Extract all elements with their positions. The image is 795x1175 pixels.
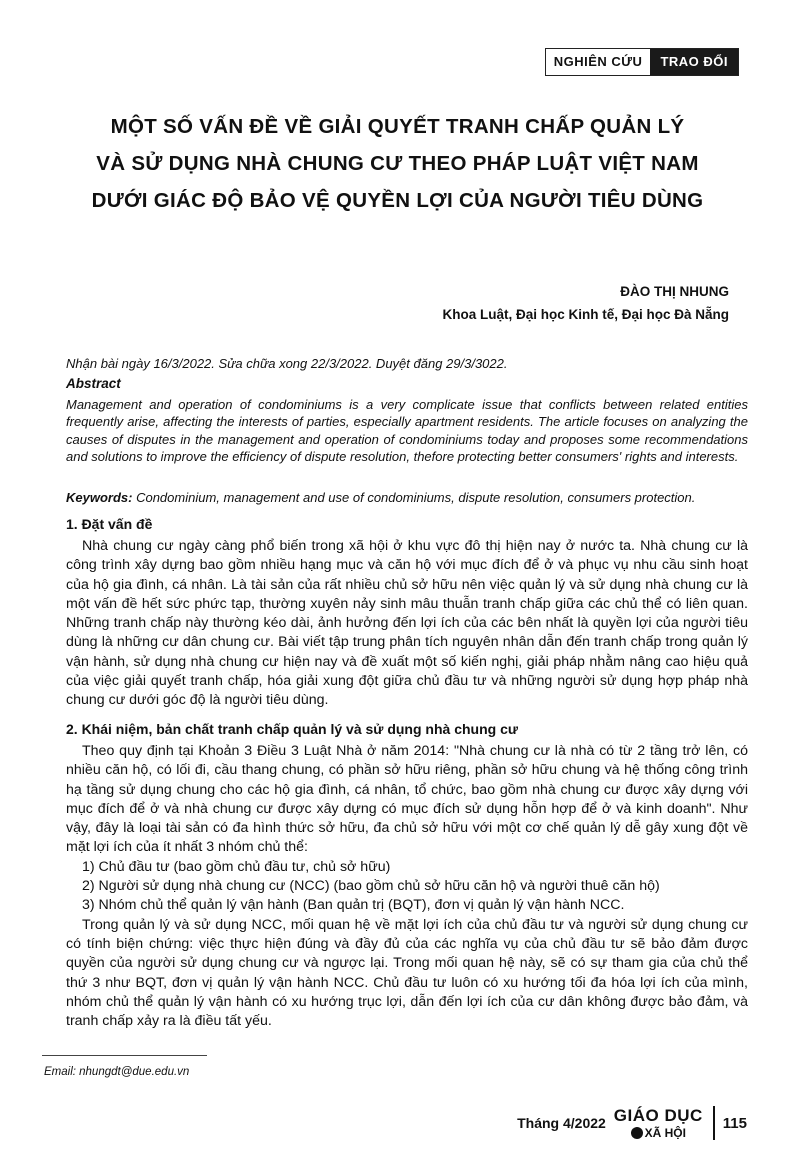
logo-top-text: GIÁO DỤC (613, 1106, 703, 1125)
list-item-1: 1) Chủ đầu tư (bao gồm chủ đầu tư, chủ sở hữu) (82, 858, 391, 875)
list-item-3: 3) Nhóm chủ thể quản lý vận hành (Ban quản trị (BQT), đơn vị quản lý vận hành NCC. (82, 897, 625, 914)
abstract-text: Management and operation of condominiums is a very complicate issue that conflicts between related entities frequently arise, affecting the interests of parties, especially apartment residents. The article focuses on analyzing the causes of disputes in the management and operation of condominiums today and proposes some recommendations and solutions to improve the efficiency of dispute resolution, thefore protecting better consumers' rights and interests. (66, 397, 748, 464)
section-1-paragraph: Nhà chung cư ngày càng phổ biến trong xã hội ở khu vực đô thị hiện nay ở nước ta. Nhà chung cư là công trình xây dựng bao gồm nhiều hạng mục và căn hộ với mục đích để ở và phục vụ nhu cầu sinh hoạt của hộ gia đình, cá nhân. Là tài sản của rất nhiều chủ sở hữu nên việc quản lý và sử dụng nhà chung cư là một vấn đề hết sức phức tạp, thường xuyên nảy sinh mâu thuẫn tranh chấp giữa các chủ thể có liên quan. Những tranh chấp này thường kéo dài, ảnh hưởng đến lợi ích của các bên nhất là quyền lợi của người tiêu dùng là những cư dân chung cư. Bài viết tập trung phân tích nguyên nhân dẫn đến tranh chấp trong quản lý vận hành, sử dụng nhà chung cư hiện nay và đề xuất một số kiến nghị, giải pháp nhằm nâng cao hiệu quả của việc giải quyết tranh chấp, hóa giải xung đột giữa chủ đầu tư và những người sử dụng hợp pháp nhà chung cư dưới góc độ là người tiêu dùng. (66, 538, 748, 709)
section-2-body (66, 742, 748, 1031)
author-email: Email: nhungdt@due.edu.vn (44, 1066, 190, 1078)
section-tag-research: NGHIÊN CỨU (546, 49, 651, 75)
section-tag (545, 48, 739, 76)
logo-bottom-text: XÃ HỘI (644, 1126, 686, 1140)
keywords-label: Keywords: (66, 490, 133, 505)
author-block (442, 284, 729, 322)
received-dates: Nhận bài ngày 16/3/2022. Sửa chữa xong 22/3/2022. Duyệt đăng 29/3/3022. (66, 356, 508, 371)
journal-logo (614, 1106, 703, 1140)
section-tag-exchange: TRAO ĐỔI (650, 49, 738, 75)
footer-divider (713, 1106, 715, 1140)
section-2-heading: 2. Khái niệm, bản chất tranh chấp quản lý và sử dụng nhà chung cư (66, 721, 519, 737)
author-name: ĐÀO THỊ NHUNG (620, 284, 729, 299)
title-line-3: DƯỚI GIÁC ĐỘ BẢO VỆ QUYỀN LỢI CỦA NGƯỜI TIÊU DÙNG (91, 189, 704, 212)
section-1-body (66, 537, 748, 711)
section-2-paragraph-2: Trong quản lý và sử dụng NCC, mối quan hệ về mặt lợi ích của chủ đầu tư và người sử dụng chung cư có tính biện chứng: việc thực hiện đúng và đầy đủ của các nghĩa vụ của chủ đầu tư sẽ bảo đảm được quyền của người sử dụng chung cư và ngược lại. Trong mối quan hệ này, sẽ có sự tham gia của chủ thể thứ 3 như BQT, đơn vị quản lý vận hành NCC. Chủ đầu tư luôn có xu hướng tối đa hóa lợi ích của mình, nhóm chủ thể quản lý vận hành có xu hướng trục lợi, dẫn đến lợi ích của cư dân không được bảo đảm, và tranh chấp xảy ra là điều tất yếu. (66, 916, 748, 1030)
page-number: 115 (722, 1114, 747, 1132)
footnote-divider (42, 1055, 207, 1056)
section-1-heading: 1. Đặt vấn đề (66, 516, 153, 532)
keywords-text: Condominium, management and use of condominiums, dispute resolution, consumers protection. (132, 490, 696, 505)
abstract-heading: Abstract (66, 376, 121, 391)
section-2-paragraph-1: Theo quy định tại Khoản 3 Điều 3 Luật Nhà ở năm 2014: "Nhà chung cư là nhà có từ 2 tầng trở lên, có nhiều căn hộ, có lối đi, cầu thang chung, có phần sở hữu riêng, phần sở hữu chung và hệ thống công trình hạ tầng sử dụng chung cho các hộ gia đình, cá nhân, tổ chức, bao gồm nhà chung cư được xây dựng với mục đích để ở và nhà chung cư được xây dựng có mục đích sử dụng hỗn hợp để ở và kinh doanh". Như vậy, đây là loại tài sản có đa hình thức sở hữu, đa chủ sở hữu với một cơ chế quản lý dễ gây xung đột về mặt lợi ích của ít nhất 3 nhóm chủ thể: (66, 743, 748, 856)
author-affiliation: Khoa Luật, Đại học Kinh tế, Đại học Đà Nẵng (442, 307, 729, 322)
title-line-1: MỘT SỐ VẤN ĐỀ VỀ GIẢI QUYẾT TRANH CHẤP QUẢN LÝ (110, 115, 685, 138)
page-footer (517, 1106, 747, 1140)
issue-month: Tháng 4/2022 (517, 1115, 606, 1131)
list-item-2: 2) Người sử dụng nhà chung cư (NCC) (bao gồm chủ sở hữu căn hộ và người thuê căn hộ) (82, 878, 660, 895)
logo-globe-icon (631, 1127, 643, 1139)
keywords (66, 490, 756, 505)
article-title (40, 108, 755, 219)
title-line-2: VÀ SỬ DỤNG NHÀ CHUNG CƯ THEO PHÁP LUẬT VIỆT NAM (96, 152, 699, 175)
